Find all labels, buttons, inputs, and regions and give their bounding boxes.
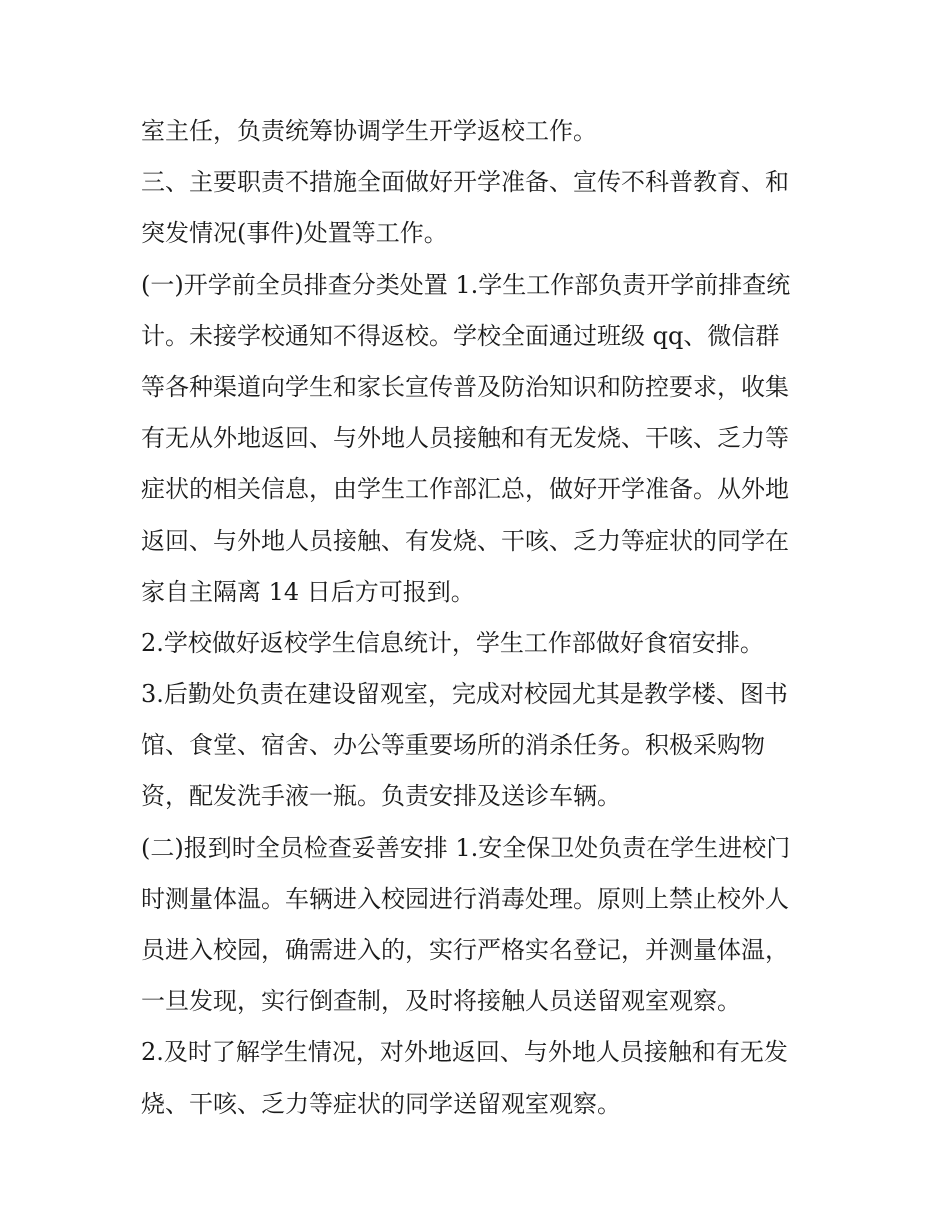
text-line: 计。未接学校通知不得返校。学校全面通过班级 qq、微信群 bbox=[141, 321, 780, 350]
text-line: 返回、与外地人员接触、有发烧、干咳、乏力等症状的同学在 bbox=[141, 526, 789, 555]
text-line: 烧、干咳、乏力等症状的同学送留观室观察。 bbox=[141, 1089, 621, 1118]
document-body bbox=[141, 106, 817, 1130]
text-line: 症状的相关信息，由学生工作部汇总，做好开学准备。从外地 bbox=[141, 475, 789, 504]
text-line: 家自主隔离 14 日后方可报到。 bbox=[141, 577, 475, 606]
text-line: 2.及时了解学生情况，对外地返回、与外地人员接触和有无发 bbox=[141, 1038, 788, 1067]
text-line: 资，配发洗手液一瓶。负责安排及送诊车辆。 bbox=[141, 782, 621, 811]
text-line: (二)报到时全员检查妥善安排 1.安全保卫处负责在学生进校门 bbox=[141, 833, 791, 862]
text-line: 2.学校做好返校学生信息统计，学生工作部做好食宿安排。 bbox=[141, 628, 764, 657]
text-line: 有无从外地返回、与外地人员接触和有无发烧、干咳、乏力等 bbox=[141, 424, 789, 453]
text-line: (一)开学前全员排查分类处置 1.学生工作部负责开学前排查统 bbox=[141, 270, 791, 299]
text-line: 突发情况(事件)处置等工作。 bbox=[141, 219, 448, 248]
text-line: 员进入校园，确需进入的，实行严格实名登记，并测量体温， bbox=[141, 936, 789, 964]
text-line: 时测量体温。车辆进入校园进行消毒处理。原则上禁止校外人 bbox=[141, 884, 789, 913]
text-line: 三、主要职责不措施全面做好开学准备、宣传不科普教育、和 bbox=[141, 168, 789, 197]
text-line: 等各种渠道向学生和家长宣传普及防治知识和防控要求，收集 bbox=[141, 372, 789, 401]
text-line: 室主任，负责统筹协调学生开学返校工作。 bbox=[141, 117, 597, 145]
text-line: 3.后勤处负责在建设留观室，完成对校园尤其是教学楼、图书 bbox=[141, 680, 788, 709]
text-line: 馆、食堂、宿舍、办公等重要场所的消杀任务。积极采购物 bbox=[141, 731, 765, 760]
text-line: 一旦发现，实行倒查制，及时将接触人员送留观室观察。 bbox=[141, 987, 741, 1016]
